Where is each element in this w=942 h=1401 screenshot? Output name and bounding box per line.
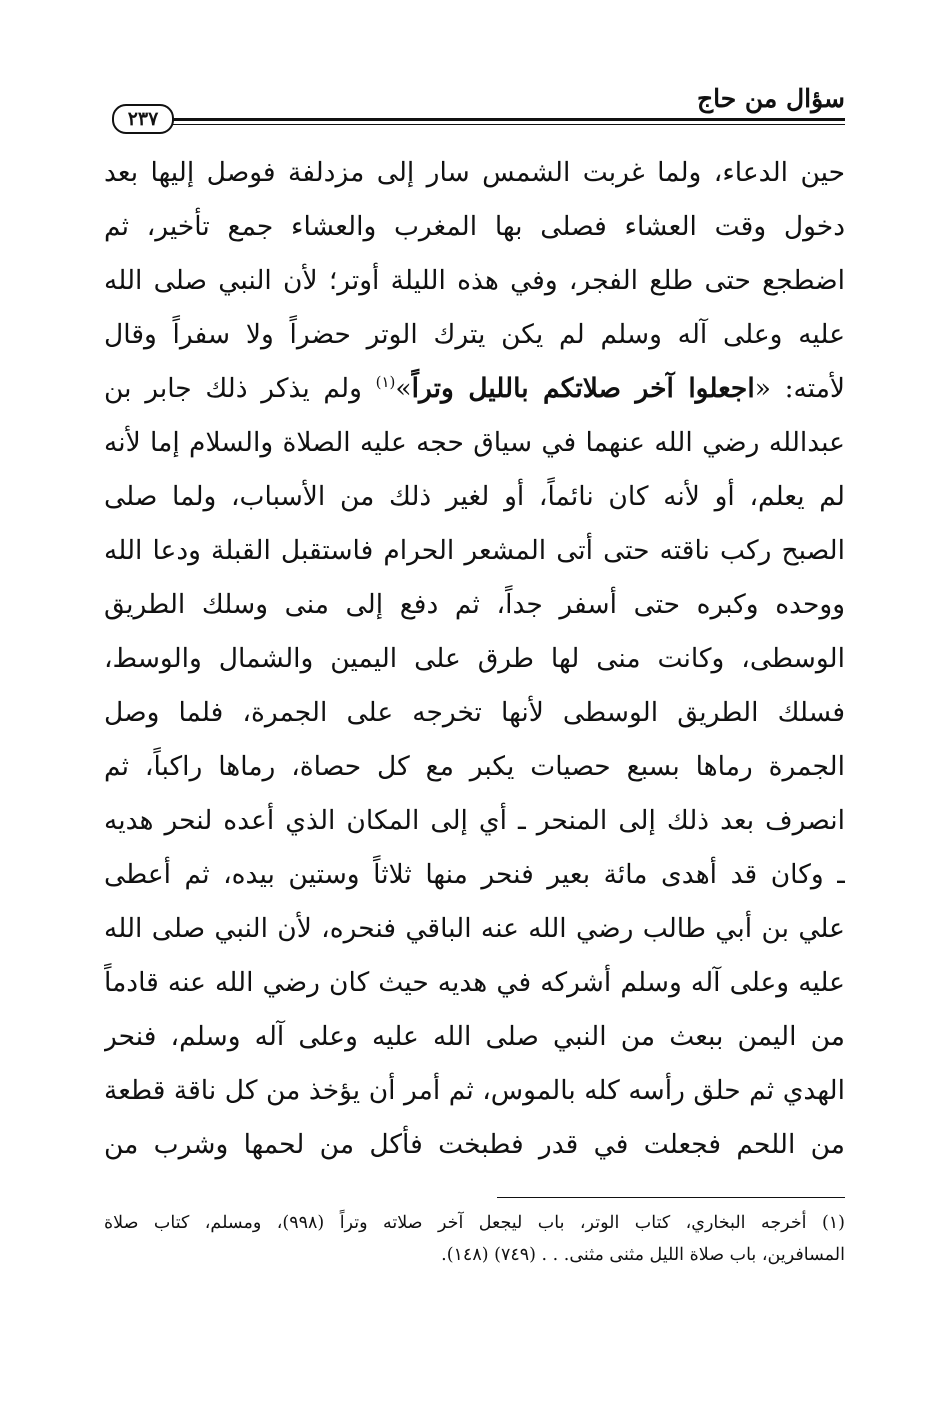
body-line-with-quote [104,362,845,416]
body-line: الجمرة رماها بسبع حصيات يكبر مع كل حصاة، رماها راكباً، ثم [104,751,845,782]
header-rule-thin [170,124,845,125]
quote-close: » [395,373,412,404]
body-line: حين الدعاء، ولما غربت الشمس سار إلى مزدلفة فوصل إليها بعد [104,157,845,188]
body-line: علي بن أبي طالب رضي الله عنه الباقي فنحره، لأن النبي صلى الله [104,913,845,944]
footnotes [104,1207,845,1271]
footnote-separator [497,1197,845,1198]
body-line: عليه وعلى آله وسلم أشركه في هديه حيث كان رضي الله عنه قادماً [104,967,845,998]
body-line: انصرف بعد ذلك إلى المنحر ـ أي إلى المكان الذي أعده لنحر هديه [104,805,845,836]
body-line: الهدي ثم حلق رأسه كله بالموس، ثم أمر أن يؤخذ من كل ناقة قطعة [104,1075,845,1106]
running-title: سؤال من حاج [696,84,845,113]
body-line: من اليمن ببعث من النبي صلى الله عليه وعلى آله وسلم، فنحر [104,1021,845,1052]
body-line: عبدالله رضي الله عنهما في سياق حجه عليه الصلاة والسلام إما لأنه [104,427,845,458]
quote-open: لأمته: « [754,373,845,404]
footnote-line: المسافرين، باب صلاة الليل مثنى مثنى. . . (٧٤٩) (١٤٨). [441,1245,845,1265]
page-number-badge: ٢٣٧ [112,104,174,134]
header-rule [170,118,845,121]
footnote-reference: (١) [375,373,396,392]
line-rest: ولم يذكر ذلك جابر بن [104,373,376,404]
body-line: الوسطى، وكانت منى لها طرق على اليمين والشمال والوسط، [104,643,845,674]
hadith-quote: اجعلوا آخر صلاتكم بالليل وتراً [411,373,755,404]
body-line: لم يعلم، أو لأنه كان نائماً، أو لغير ذلك من الأسباب، ولما صلى [104,481,845,512]
body-line: اضطجع حتى طلع الفجر، وفي هذه الليلة أوتر؛ لأن النبي صلى الله [104,265,845,296]
body-line: من اللحم فجعلت في قدر فطبخت فأكل من لحمها وشرب من [104,1129,845,1160]
body-line: الصبح ركب ناقته حتى أتى المشعر الحرام فاستقبل القبلة ودعا الله [104,535,845,566]
body-line: ووحده وكبره حتى أسفر جداً، ثم دفع إلى منى وسلك الطريق [104,589,845,620]
body-line: دخول وقت العشاء فصلى بها المغرب والعشاء جمع تأخير، ثم [104,211,845,242]
body-text [104,146,845,1172]
footnote-line: (١) أخرجه البخاري، كتاب الوتر، باب ليجعل آخر صلاته وتراً (٩٩٨)، ومسلم، كتاب صلاة [104,1213,845,1233]
body-line: عليه وعلى آله وسلم لم يكن يترك الوتر حضراً ولا سفراً وقال [104,319,845,350]
page-header [100,84,845,132]
body-line: ـ وكان قد أهدى مائة بعير فنحر منها ثلاثاً وستين بيده، ثم أعطى [104,859,845,890]
body-line: فسلك الطريق الوسطى لأنها تخرجه على الجمرة، فلما وصل [104,697,845,728]
